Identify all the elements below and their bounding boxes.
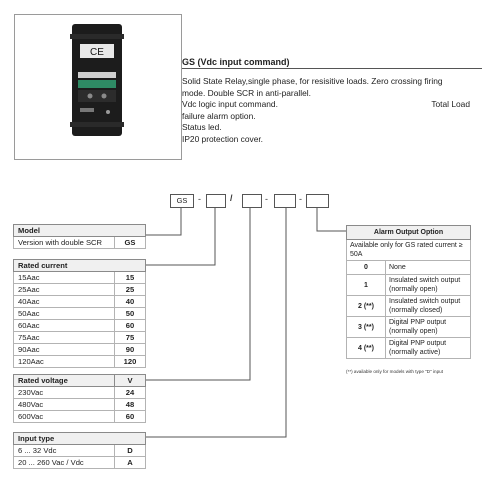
table-row bbox=[347, 338, 471, 359]
code-box-alarm bbox=[306, 194, 329, 208]
row-value: 75 bbox=[115, 332, 146, 344]
table-row bbox=[14, 356, 146, 368]
row-value: 60 bbox=[115, 320, 146, 332]
desc-line-4: failure alarm option. bbox=[182, 111, 256, 121]
code-box-current bbox=[206, 194, 226, 208]
row-value: 25 bbox=[115, 284, 146, 296]
row-label: 25Aac bbox=[14, 284, 115, 296]
product-title: GS (Vdc input command) bbox=[182, 57, 290, 67]
row-value: GS bbox=[115, 237, 146, 249]
table-row bbox=[14, 411, 146, 423]
table-row bbox=[14, 284, 146, 296]
table-row bbox=[347, 296, 471, 317]
alarm-desc: None bbox=[386, 261, 471, 275]
table-row bbox=[14, 237, 146, 249]
alarm-note: Available only for GS rated current ≥ 50A bbox=[347, 240, 471, 261]
desc-line-1: Solid State Relay,single phase, for resisitive loads. Zero crossing firing bbox=[182, 76, 443, 86]
row-value: D bbox=[115, 445, 146, 457]
row-label: 75Aac bbox=[14, 332, 115, 344]
row-label: 60Aac bbox=[14, 320, 115, 332]
row-value: 24 bbox=[115, 387, 146, 399]
alarm-footnote: (**) available only for models with type "D" input bbox=[346, 369, 443, 374]
row-label: 40Aac bbox=[14, 296, 115, 308]
table-row bbox=[347, 261, 471, 275]
alarm-code: 0 bbox=[347, 261, 386, 275]
row-label: 6 ... 32 Vdc bbox=[14, 445, 115, 457]
alarm-code: 1 bbox=[347, 275, 386, 296]
alarm-code: 2 (**) bbox=[347, 296, 386, 317]
table-row bbox=[347, 317, 471, 338]
alarm-desc: Insulated switch output (normally open) bbox=[386, 275, 471, 296]
alarm-code: 3 (**) bbox=[347, 317, 386, 338]
row-label: Version with double SCR bbox=[14, 237, 115, 249]
desc-total-load: Total Load bbox=[431, 99, 470, 109]
table-row bbox=[14, 457, 146, 469]
code-dash-2: - bbox=[265, 194, 268, 204]
alarm-desc: Digital PNP output (normally open) bbox=[386, 317, 471, 338]
row-label: 15Aac bbox=[14, 272, 115, 284]
table-row bbox=[14, 272, 146, 284]
row-label: 230Vac bbox=[14, 387, 115, 399]
table-row bbox=[14, 387, 146, 399]
table-row bbox=[347, 275, 471, 296]
table-row bbox=[14, 399, 146, 411]
desc-line-3: Vdc logic input command. bbox=[182, 99, 278, 109]
row-value: 40 bbox=[115, 296, 146, 308]
code-box-voltage bbox=[242, 194, 262, 208]
code-dash-3: - bbox=[299, 194, 302, 204]
input-type-table bbox=[13, 432, 146, 469]
row-value: 48 bbox=[115, 399, 146, 411]
row-value: 90 bbox=[115, 344, 146, 356]
table-row bbox=[14, 308, 146, 320]
code-box-model: GS bbox=[170, 194, 194, 208]
input-type-header: Input type bbox=[14, 433, 146, 445]
rated-voltage-table bbox=[13, 374, 146, 423]
rated-current-header: Rated current bbox=[14, 260, 146, 272]
row-value: 50 bbox=[115, 308, 146, 320]
table-row bbox=[14, 332, 146, 344]
table-row bbox=[14, 445, 146, 457]
rated-voltage-header: Rated voltage bbox=[14, 375, 115, 387]
table-row bbox=[14, 320, 146, 332]
code-dash-1: - bbox=[198, 194, 201, 204]
desc-line-5: Status led. bbox=[182, 122, 222, 132]
row-label: 120Aac bbox=[14, 356, 115, 368]
row-value: 120 bbox=[115, 356, 146, 368]
alarm-desc: Digital PNP output (normally active) bbox=[386, 338, 471, 359]
rated-current-table bbox=[13, 259, 146, 368]
row-value: A bbox=[115, 457, 146, 469]
desc-line-6: IP20 protection cover. bbox=[182, 134, 264, 144]
row-label: 480Vac bbox=[14, 399, 115, 411]
code-box-input bbox=[274, 194, 296, 208]
alarm-header: Alarm Output Option bbox=[347, 226, 471, 240]
ce-logo: CE bbox=[90, 47, 104, 58]
row-label: 20 ... 260 Vac / Vdc bbox=[14, 457, 115, 469]
table-row bbox=[14, 344, 146, 356]
row-value: 60 bbox=[115, 411, 146, 423]
rated-voltage-header-value: V bbox=[115, 375, 146, 387]
alarm-desc: Insulated switch output (normally closed) bbox=[386, 296, 471, 317]
row-label: 50Aac bbox=[14, 308, 115, 320]
model-header: Model bbox=[14, 225, 146, 237]
code-slash: / bbox=[230, 193, 233, 203]
row-value: 15 bbox=[115, 272, 146, 284]
table-row bbox=[14, 296, 146, 308]
alarm-code: 4 (**) bbox=[347, 338, 386, 359]
alarm-output-table bbox=[346, 225, 471, 359]
desc-line-2: mode. Double SCR in anti-parallel. bbox=[182, 88, 311, 98]
model-table bbox=[13, 224, 146, 249]
row-label: 90Aac bbox=[14, 344, 115, 356]
row-label: 600Vac bbox=[14, 411, 115, 423]
